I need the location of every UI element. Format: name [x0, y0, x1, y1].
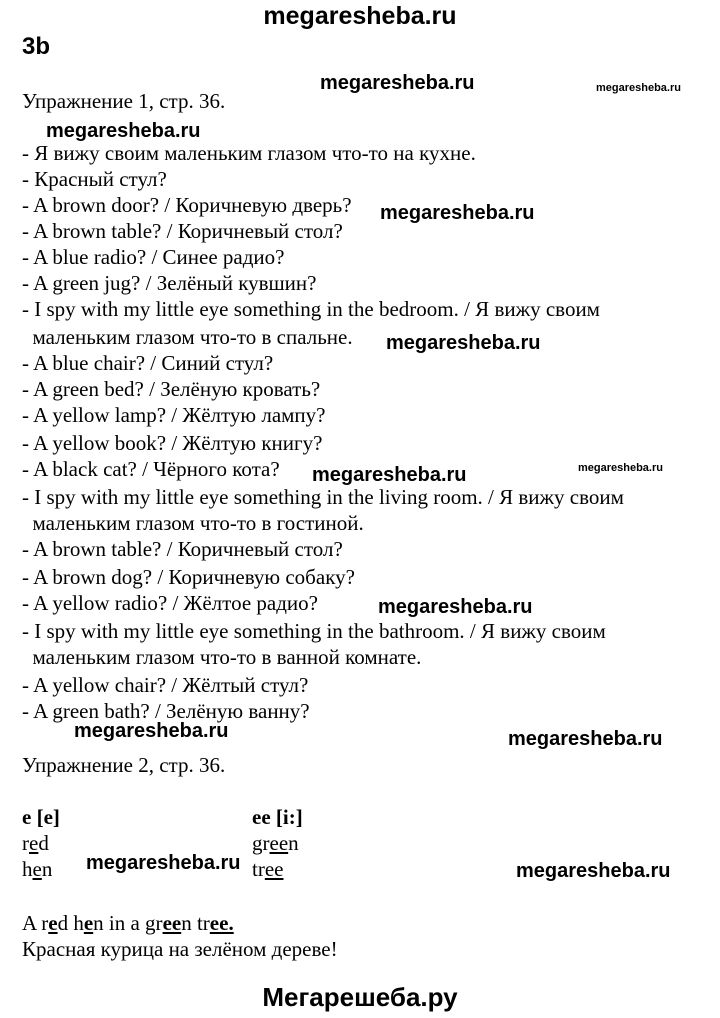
watermark: megaresheba.ru: [578, 462, 663, 474]
ex1-line: - A green jug? / Зелёный кувшин?: [22, 271, 317, 295]
ex1-line: - A brown door? / Коричневую дверь?: [22, 193, 352, 217]
ex1-line: - A yellow chair? / Жёлтый стул?: [22, 673, 309, 697]
ex1-line: - A black cat? / Чёрного кота?: [22, 457, 280, 481]
ex1-line: - Красный стул?: [22, 167, 167, 191]
ex1-line: - I spy with my little eye something in the bathroom. / Я вижу своим: [22, 619, 606, 643]
word-hen: hen: [22, 857, 53, 881]
watermark: megaresheba.ru: [312, 464, 467, 486]
ex1-line: - Я вижу своим маленьким глазом что-то на кухне.: [22, 141, 476, 165]
watermark: megaresheba.ru: [86, 852, 241, 874]
watermark: megaresheba.ru: [596, 82, 681, 94]
site-header: megaresheba.ru: [263, 2, 457, 30]
section-title: 3b: [22, 33, 51, 60]
watermark: megaresheba.ru: [386, 332, 541, 354]
word-tree: tree: [252, 857, 284, 881]
ex1-line: - A blue radio? / Синее радио?: [22, 245, 285, 269]
ex1-line: - A brown table? / Коричневый стол?: [22, 537, 343, 561]
exercise2-title: Упражнение 2, стр. 36.: [22, 753, 226, 777]
ex1-line: - I spy with my little eye something in the living room. / Я вижу своим: [22, 485, 624, 509]
ex1-line: - A yellow lamp? / Жёлтую лампу?: [22, 403, 326, 427]
ex1-line: - A green bath? / Зелёную ванну?: [22, 699, 310, 723]
tongue-twister: A red hen in a green tree.: [22, 911, 234, 935]
translation: Красная курица на зелёном дереве!: [22, 937, 338, 961]
ex1-line: - A blue chair? / Синий стул?: [22, 351, 274, 375]
ex1-line: маленьким глазом что-то в ванной комнате.: [22, 645, 422, 669]
word-green: green: [252, 831, 299, 855]
ex1-line: - A yellow book? / Жёлтую книгу?: [22, 431, 323, 455]
ex1-line: - I spy with my little eye something in the bedroom. / Я вижу своим: [22, 297, 600, 321]
ex1-line: маленьким глазом что-то в гостиной.: [22, 511, 364, 535]
watermark: megaresheba.ru: [46, 120, 201, 142]
ex1-line: - A yellow radio? / Жёлтое радио?: [22, 591, 318, 615]
ex1-line: маленьким глазом что-то в спальне.: [22, 325, 353, 349]
watermark: megaresheba.ru: [74, 720, 229, 742]
ee-column-heading: ee [i:]: [252, 805, 303, 829]
exercise1-title: Упражнение 1, стр. 36.: [22, 89, 226, 113]
ex1-line: - A brown dog? / Коричневую собаку?: [22, 565, 355, 589]
ex1-line: - A green bed? / Зелёную кровать?: [22, 377, 321, 401]
word-red: red: [22, 831, 49, 855]
watermark: megaresheba.ru: [380, 202, 535, 224]
watermark: megaresheba.ru: [320, 72, 475, 94]
watermark: megaresheba.ru: [508, 728, 663, 750]
e-column-heading: e [e]: [22, 805, 60, 829]
watermark: megaresheba.ru: [516, 860, 671, 882]
ex1-line: - A brown table? / Коричневый стол?: [22, 219, 343, 243]
watermark: megaresheba.ru: [378, 596, 533, 618]
site-footer: Мегарешеба.ру: [262, 982, 458, 1012]
